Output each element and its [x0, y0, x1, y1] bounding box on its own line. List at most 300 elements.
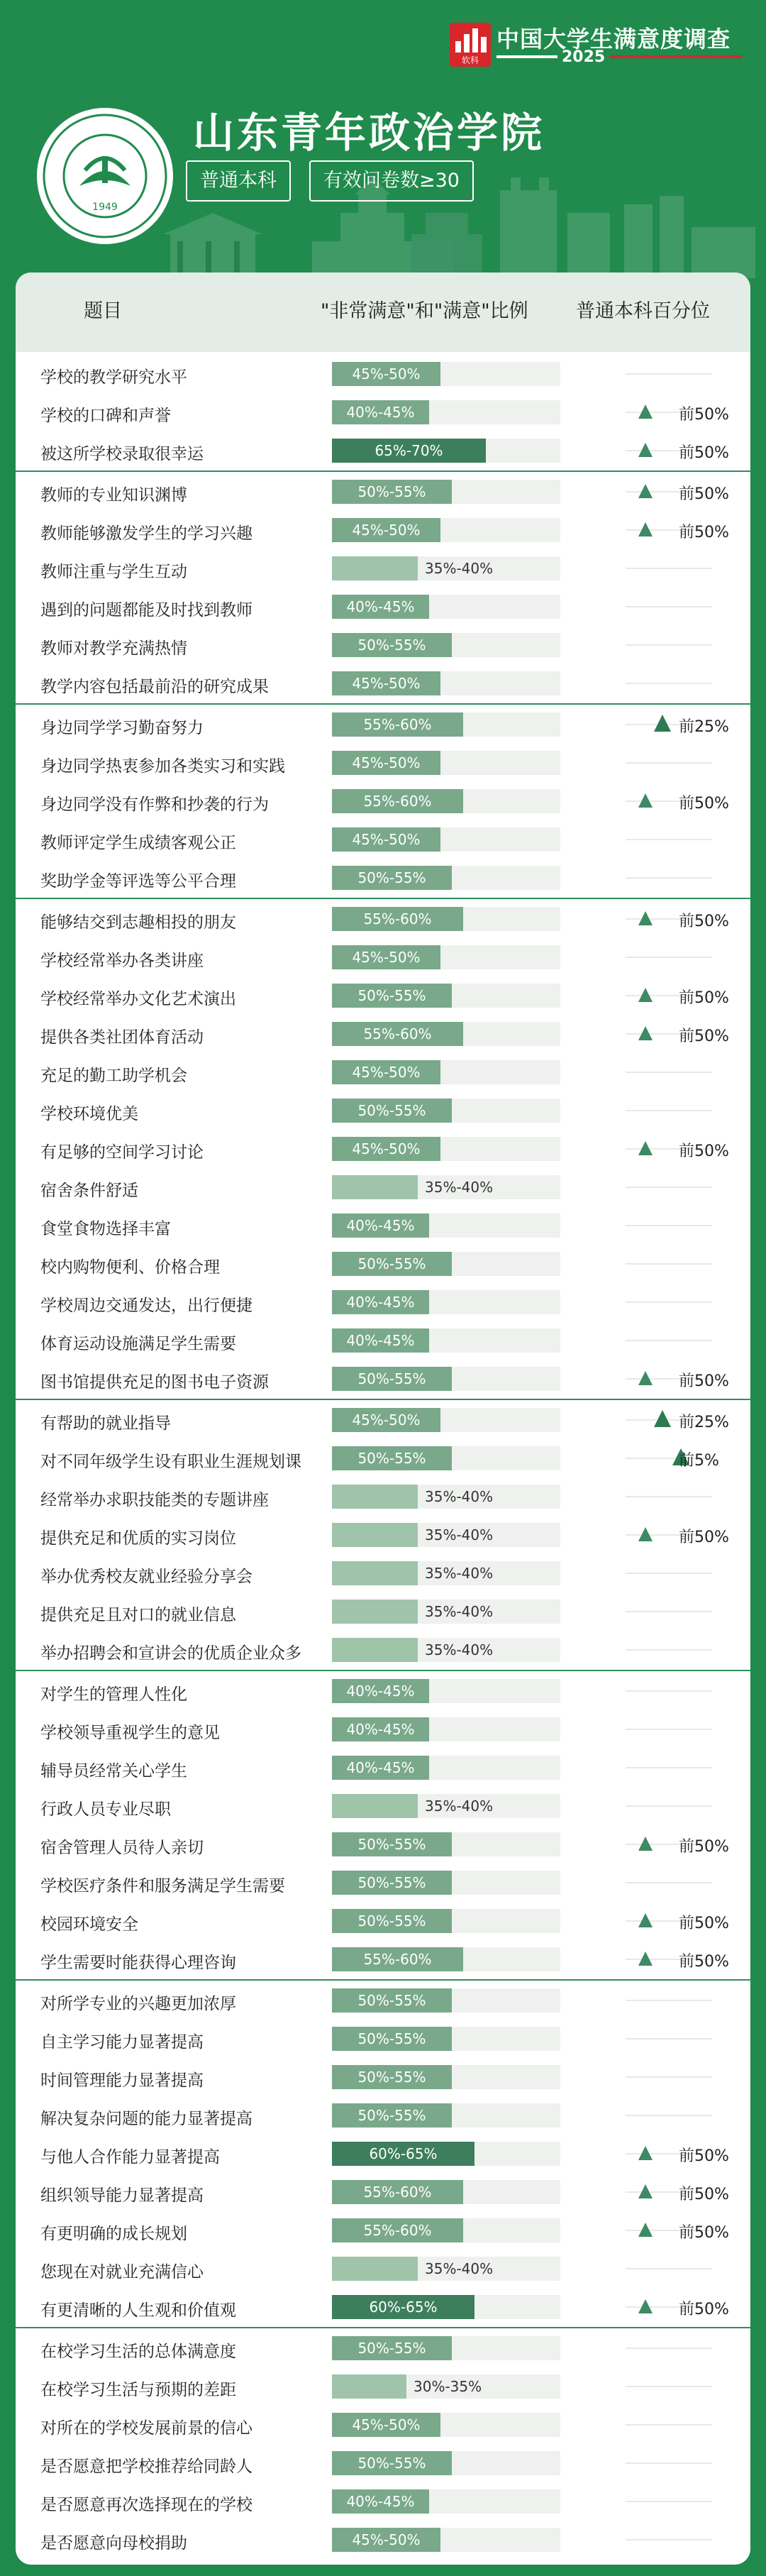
group-separator: [16, 1399, 750, 1400]
table-row: [16, 2288, 750, 2326]
percentile-track: [626, 1805, 712, 1807]
row-label: 有足够的空间学习讨论: [40, 1143, 204, 1162]
table-row: [16, 511, 750, 549]
table-body: [16, 273, 750, 2565]
ratio-range-text: 45%-50%: [352, 2531, 421, 2548]
percentile-marker-icon: [638, 1026, 653, 1040]
table-row: [16, 1130, 750, 1168]
table-row: [16, 1864, 750, 1902]
ratio-range-text: 40%-45%: [346, 598, 415, 615]
ratio-bar-track: [332, 1679, 560, 1703]
ratio-range-text: 50%-55%: [357, 1370, 426, 1387]
table-row: [16, 431, 750, 470]
ratio-bar-track: [332, 1756, 560, 1780]
percentile-track: [626, 2462, 712, 2464]
percentile-track: [626, 2115, 712, 2116]
row-label: 举办招聘会和宣讲会的优质企业众多: [40, 1644, 301, 1663]
percentile-text: 前50%: [679, 989, 729, 1007]
ratio-range-text: 50%-55%: [357, 869, 426, 886]
table-row: [16, 1940, 750, 1978]
ratio-range-text: 45%-50%: [352, 2416, 421, 2433]
ratio-bar-track: [332, 400, 560, 424]
ratio-bar-track: [332, 2528, 560, 2552]
row-label: 充足的勤工助学机会: [40, 1067, 187, 1085]
row-label: 对不同年级学生设有职业生涯规划课: [40, 1453, 301, 1471]
percentile-marker-icon: [638, 1913, 653, 1927]
percentile-track: [626, 1882, 712, 1883]
ratio-bar: [332, 1638, 418, 1662]
percentile-track: [626, 1690, 712, 1692]
row-label: 宿舍管理人员待人亲切: [40, 1839, 204, 1857]
ratio-range-text: 45%-50%: [352, 675, 421, 692]
ratio-range-text: 50%-55%: [357, 2107, 426, 2124]
row-label: 教师能够激发学生的学习兴趣: [40, 524, 252, 543]
ratio-range-text: 40%-45%: [346, 1332, 415, 1349]
row-label: 校园环境安全: [40, 1915, 138, 1934]
ratio-bar: [332, 1523, 418, 1547]
ratio-range-text: 45%-50%: [352, 1411, 421, 1429]
sample-size-tag: 有效问卷数≥30: [309, 160, 474, 202]
ratio-bar-track: [332, 1717, 560, 1741]
percentile-text: 前50%: [679, 2224, 729, 2242]
row-label: 遇到的问题都能及时找到教师: [40, 601, 252, 620]
row-label: 教师的专业知识渊博: [40, 486, 187, 505]
percentile-marker-icon: [638, 988, 653, 1002]
percentile-text: 前50%: [679, 406, 729, 424]
row-label: 辅导员经常关心学生: [40, 1762, 187, 1780]
ratio-bar-track: [332, 1408, 560, 1432]
table-row: [16, 549, 750, 588]
table-row: [16, 1592, 750, 1631]
ratio-bar-track: [332, 2451, 560, 2475]
row-label: 身边同学学习勤奋努力: [40, 719, 204, 737]
percentile-track: [626, 568, 712, 569]
ratio-range-text: 55%-60%: [363, 716, 432, 733]
row-label: 提供各类社团体育活动: [40, 1028, 204, 1047]
ratio-bar: [332, 1561, 418, 1585]
ratio-bar-track: [332, 1367, 560, 1391]
table-row: [16, 900, 750, 938]
svg-text:软科: 软科: [461, 55, 479, 65]
row-label: 校内购物便利、价格合理: [40, 1258, 220, 1277]
ratio-range-text: 50%-55%: [357, 2030, 426, 2047]
percentile-text: 前50%: [679, 1028, 729, 1045]
table-row: [16, 2211, 750, 2250]
percentile-track: [626, 1649, 712, 1651]
percentile-marker-icon: [638, 1952, 653, 1966]
ratio-bar-track: [332, 1328, 560, 1353]
ratio-range-text: 55%-60%: [363, 1951, 432, 1968]
table-row: [16, 1168, 750, 1206]
percentile-track: [626, 2501, 712, 2502]
group-separator: [16, 703, 750, 705]
ratio-bar-track: [332, 1947, 560, 1971]
ratio-bar-track: [332, 827, 560, 852]
percentile-track: [626, 2038, 712, 2040]
percentile-marker-icon: [638, 2184, 653, 2198]
percentile-track: [626, 957, 712, 958]
percentile-track: [626, 1301, 712, 1303]
ratio-range-text: 50%-55%: [357, 637, 426, 654]
ratio-range-text: 55%-60%: [363, 793, 432, 810]
table-row: [16, 1825, 750, 1864]
row-label: 学校经常举办文化艺术演出: [40, 990, 236, 1008]
ratio-range-text: 50%-55%: [357, 1992, 426, 2009]
percentile-text: 前50%: [679, 1529, 729, 1546]
ratio-bar-track: [332, 2065, 560, 2089]
row-label: 被这所学校录取很幸运: [40, 445, 204, 463]
table-row: [16, 2406, 750, 2444]
percentile-marker-icon: [638, 443, 653, 457]
ratio-range-text: 60%-65%: [369, 2299, 438, 2316]
row-label: 奖助学金等评选等公平合理: [40, 872, 236, 891]
ratio-range-text: 55%-60%: [363, 910, 432, 928]
ratio-bar-track: [332, 1909, 560, 1933]
ratio-bar-track: [332, 671, 560, 695]
table-row: [16, 1206, 750, 1245]
table-row: [16, 2329, 750, 2367]
table-row: [16, 473, 750, 511]
percentile-text: 前5%: [679, 1452, 719, 1470]
row-label: 宿舍条件舒适: [40, 1182, 138, 1200]
group-separator: [16, 1670, 750, 1671]
survey-red-line: [610, 55, 742, 58]
row-label: 学校的教学研究水平: [40, 368, 187, 387]
ratio-bar-track: [332, 712, 560, 737]
row-label: 在校学习生活与预期的差距: [40, 2381, 236, 2399]
ratio-bar-track: [332, 907, 560, 931]
ratio-range-text: 40%-45%: [346, 1759, 415, 1776]
ratio-bar-track: [332, 1485, 560, 1509]
table-row: [16, 1631, 750, 1669]
ratio-range-text: 60%-65%: [369, 2145, 438, 2162]
table-row: [16, 2250, 750, 2288]
ratio-bar-track: [332, 2413, 560, 2437]
survey-title: 中国大学生满意度调查: [496, 26, 731, 53]
ratio-bar: [332, 1794, 418, 1818]
row-label: 经常举办求职技能类的专题讲座: [40, 1491, 269, 1509]
table-row: [16, 626, 750, 664]
table-row: [16, 938, 750, 976]
percentile-track: [626, 1340, 712, 1341]
row-label: 与他人合作能力显著提高: [40, 2148, 220, 2167]
table-row: [16, 2020, 750, 2058]
ratio-bar-track: [332, 2374, 560, 2399]
table-row: [16, 2096, 750, 2135]
ratio-bar-track: [332, 1022, 560, 1046]
table-row: [16, 1749, 750, 1787]
ratio-range-text: 35%-40%: [425, 1798, 494, 1815]
ratio-bar-track: [332, 2295, 560, 2319]
ratio-bar-track: [332, 633, 560, 657]
percentile-track: [626, 2539, 712, 2541]
percentile-track: [626, 1496, 712, 1497]
percentile-marker-icon: [654, 715, 671, 732]
table-row: [16, 2444, 750, 2482]
row-label: 行政人员专业尽职: [40, 1800, 171, 1819]
row-label: 学校周边交通发达，出行便捷: [40, 1297, 252, 1315]
row-label: 教师注重与学生互动: [40, 563, 187, 581]
table-row: [16, 1360, 750, 1398]
table-row: [16, 1015, 750, 1053]
ratio-bar: [332, 1485, 418, 1509]
ratio-bar: [332, 2257, 418, 2281]
row-label: 举办优秀校友就业经验分享会: [40, 1568, 252, 1586]
survey-table-card: [16, 273, 750, 2565]
percentile-text: 前50%: [679, 2186, 729, 2203]
ratio-bar-track: [332, 1523, 560, 1547]
percentile-track: [626, 839, 712, 840]
table-row: [16, 1672, 750, 1710]
row-label: 解决复杂问题的能力显著提高: [40, 2110, 252, 2128]
percentile-track: [626, 877, 712, 879]
percentile-marker-icon: [654, 1410, 671, 1427]
row-label: 学校经常举办各类讲座: [40, 952, 204, 970]
ratio-bar-track: [332, 945, 560, 969]
percentile-track: [626, 2000, 712, 2001]
row-label: 图书馆提供充足的图书电子资源: [40, 1373, 269, 1392]
ratio-bar-track: [332, 362, 560, 386]
ratio-range-text: 35%-40%: [425, 1488, 494, 1505]
percentile-track: [626, 2268, 712, 2269]
table-row: [16, 1245, 750, 1283]
table-row: [16, 393, 750, 431]
ratio-bar-track: [332, 751, 560, 775]
table-row: [16, 1477, 750, 1516]
row-label: 学校医疗条件和服务满足学生需要: [40, 1877, 285, 1895]
survey-year: 2025: [562, 48, 606, 66]
row-label: 对学生的管理人性化: [40, 1685, 187, 1704]
ratio-range-text: 55%-60%: [363, 2184, 432, 2201]
table-row: [16, 859, 750, 897]
row-label: 能够结交到志趣相投的朋友: [40, 913, 236, 932]
ratio-range-text: 50%-55%: [357, 1255, 426, 1272]
row-label: 有更清晰的人生观和价值观: [40, 2301, 236, 2320]
ratio-bar-track: [332, 2027, 560, 2051]
row-label: 您现在对就业充满信心: [40, 2263, 204, 2281]
ratio-range-text: 50%-55%: [357, 1912, 426, 1930]
percentile-text: 前50%: [679, 2301, 729, 2318]
row-label: 有帮助的就业指导: [40, 1414, 171, 1433]
row-label: 是否愿意把学校推荐给同龄人: [40, 2457, 252, 2476]
ratio-range-text: 55%-60%: [363, 1025, 432, 1042]
row-label: 教师对教学充满热情: [40, 639, 187, 658]
ratio-range-text: 40%-45%: [346, 1294, 415, 1311]
percentile-text: 前50%: [679, 524, 729, 541]
percentile-track: [626, 1072, 712, 1073]
row-label: 是否愿意再次选择现在的学校: [40, 2496, 252, 2514]
percentile-track: [626, 1767, 712, 1768]
ratio-range-text: 35%-40%: [425, 1526, 494, 1543]
ratio-bar-track: [332, 2180, 560, 2204]
row-label: 学生需要时能获得心理咨询: [40, 1954, 236, 1972]
ratio-bar-track: [332, 1794, 560, 1818]
percentile-marker-icon: [638, 2223, 653, 2237]
ratio-range-text: 40%-45%: [346, 1683, 415, 1700]
ratio-bar-track: [332, 789, 560, 813]
percentile-track: [626, 2076, 712, 2078]
row-label: 提供充足且对口的就业信息: [40, 1606, 236, 1624]
page-header: [0, 0, 766, 278]
ratio-bar-track: [332, 866, 560, 890]
table-row: [16, 976, 750, 1015]
ratio-range-text: 35%-40%: [425, 1179, 494, 1196]
percentile-marker-icon: [638, 911, 653, 925]
ratio-bar-track: [332, 480, 560, 504]
row-label: 身边同学热衷参加各类实习和实践: [40, 757, 285, 776]
school-name: 山东青年政治学院: [193, 109, 545, 157]
ratio-range-text: 50%-55%: [357, 1836, 426, 1853]
ratio-range-text: 35%-40%: [425, 560, 494, 577]
table-row: [16, 2173, 750, 2211]
ratio-bar-track: [332, 2489, 560, 2514]
row-label: 时间管理能力显著提高: [40, 2071, 204, 2090]
group-separator: [16, 470, 750, 472]
row-label: 对所在的学校发展前景的信心: [40, 2419, 252, 2438]
row-label: 教学内容包括最前沿的研究成果: [40, 678, 269, 696]
table-row: [16, 782, 750, 820]
svg-text:1949: 1949: [92, 202, 118, 213]
ratio-bar: [332, 2374, 406, 2399]
table-row: [16, 1401, 750, 1439]
ratio-range-text: 45%-50%: [352, 522, 421, 539]
percentile-track: [626, 1225, 712, 1226]
ratio-range-text: 45%-50%: [352, 1064, 421, 1081]
ratio-bar-track: [332, 2103, 560, 2128]
table-row: [16, 2135, 750, 2173]
column-header-item: 题目: [84, 300, 122, 322]
percentile-track: [626, 2347, 712, 2349]
school-level-tag: 普通本科: [186, 160, 291, 202]
ratio-bar-track: [332, 1213, 560, 1238]
percentile-text: 前50%: [679, 1953, 729, 1971]
table-row: [16, 1981, 750, 2020]
ratio-bar-track: [332, 439, 560, 463]
percentile-text: 前50%: [679, 1143, 729, 1160]
group-separator: [16, 1979, 750, 1981]
percentile-text: 前25%: [679, 718, 729, 736]
percentile-track: [626, 1729, 712, 1730]
ratio-range-text: 40%-45%: [346, 404, 415, 421]
table-row: [16, 1902, 750, 1940]
table-row: [16, 1787, 750, 1825]
percentile-track: [626, 1187, 712, 1188]
percentile-text: 前25%: [679, 1414, 729, 1431]
percentile-text: 前50%: [679, 795, 729, 813]
ratio-range-text: 45%-50%: [352, 754, 421, 771]
table-row: [16, 820, 750, 859]
percentile-text: 前50%: [679, 485, 729, 503]
ratio-range-text: 40%-45%: [346, 2493, 415, 2510]
ratio-bar: [332, 1600, 418, 1624]
table-row: [16, 355, 750, 393]
percentile-text: 前50%: [679, 1915, 729, 1932]
percentile-track: [626, 1263, 712, 1265]
ratio-bar-track: [332, 1638, 560, 1662]
ratio-range-text: 45%-50%: [352, 365, 421, 382]
ratio-bar-track: [332, 1137, 560, 1161]
percentile-marker-icon: [638, 793, 653, 808]
ratio-bar-track: [332, 1561, 560, 1585]
ratio-bar: [332, 1175, 418, 1199]
ratio-bar-track: [332, 2218, 560, 2242]
table-row: [16, 1321, 750, 1360]
ratio-bar: [332, 556, 418, 580]
ratio-bar-track: [332, 1988, 560, 2013]
row-label: 是否愿意向母校捐助: [40, 2534, 187, 2553]
ratio-range-text: 40%-45%: [346, 1217, 415, 1234]
ratio-range-text: 50%-55%: [357, 2340, 426, 2357]
percentile-marker-icon: [638, 484, 653, 498]
percentile-marker-icon: [638, 1141, 653, 1155]
survey-brand: [450, 18, 746, 68]
ratio-range-text: 30%-35%: [413, 2378, 482, 2395]
percentile-text: 前50%: [679, 444, 729, 462]
percentile-track: [626, 2386, 712, 2387]
percentile-track: [626, 1573, 712, 1574]
ratio-bar-track: [332, 2257, 560, 2281]
ratio-bar-track: [332, 2336, 560, 2360]
table-row: [16, 1283, 750, 1321]
table-row: [16, 2482, 750, 2521]
table-row: [16, 1053, 750, 1091]
table-row: [16, 1091, 750, 1130]
table-row: [16, 2521, 750, 2559]
ratio-range-text: 35%-40%: [425, 2260, 494, 2277]
ratio-range-text: 40%-45%: [346, 1721, 415, 1738]
survey-rule: [496, 55, 557, 58]
ratio-range-text: 35%-40%: [425, 1565, 494, 1582]
percentile-text: 前50%: [679, 1838, 729, 1856]
ratio-bar-track: [332, 518, 560, 542]
row-label: 组织领导能力显著提高: [40, 2186, 204, 2205]
table-row: [16, 588, 750, 626]
table-row: [16, 664, 750, 703]
row-label: 有更明确的成长规划: [40, 2225, 187, 2243]
school-emblem-icon: [35, 106, 174, 246]
ratio-range-text: 50%-55%: [357, 2069, 426, 2086]
percentile-track: [626, 373, 712, 375]
percentile-marker-icon: [638, 1837, 653, 1851]
ratio-range-text: 35%-40%: [425, 1641, 494, 1658]
table-row: [16, 1439, 750, 1477]
group-separator: [16, 2327, 750, 2328]
row-label: 学校环境优美: [40, 1105, 138, 1123]
percentile-marker-icon: [638, 1371, 653, 1385]
ratio-bar-track: [332, 1060, 560, 1084]
ratio-range-text: 50%-55%: [357, 1874, 426, 1891]
table-row: [16, 2367, 750, 2406]
ratio-range-text: 50%-55%: [357, 1102, 426, 1119]
row-label: 学校领导重视学生的意见: [40, 1724, 220, 1742]
percentile-marker-icon: [638, 522, 653, 536]
ratio-range-text: 50%-55%: [357, 1450, 426, 1467]
column-header-ratio: "非常满意"和"满意"比例: [321, 300, 528, 322]
row-label: 在校学习生活的总体满意度: [40, 2343, 236, 2361]
percentile-track: [626, 1110, 712, 1111]
row-label: 学校的口碑和声誉: [40, 407, 171, 425]
ratio-bar-track: [332, 1099, 560, 1123]
percentile-text: 前50%: [679, 2147, 729, 2165]
ratio-bar-track: [332, 1871, 560, 1895]
ratio-range-text: 45%-50%: [352, 949, 421, 966]
percentile-text: 前50%: [679, 913, 729, 930]
ratio-bar-track: [332, 595, 560, 619]
ratio-bar-track: [332, 1600, 560, 1624]
ratio-bar-track: [332, 2142, 560, 2166]
group-separator: [16, 898, 750, 899]
ratio-range-text: 45%-50%: [352, 1140, 421, 1157]
